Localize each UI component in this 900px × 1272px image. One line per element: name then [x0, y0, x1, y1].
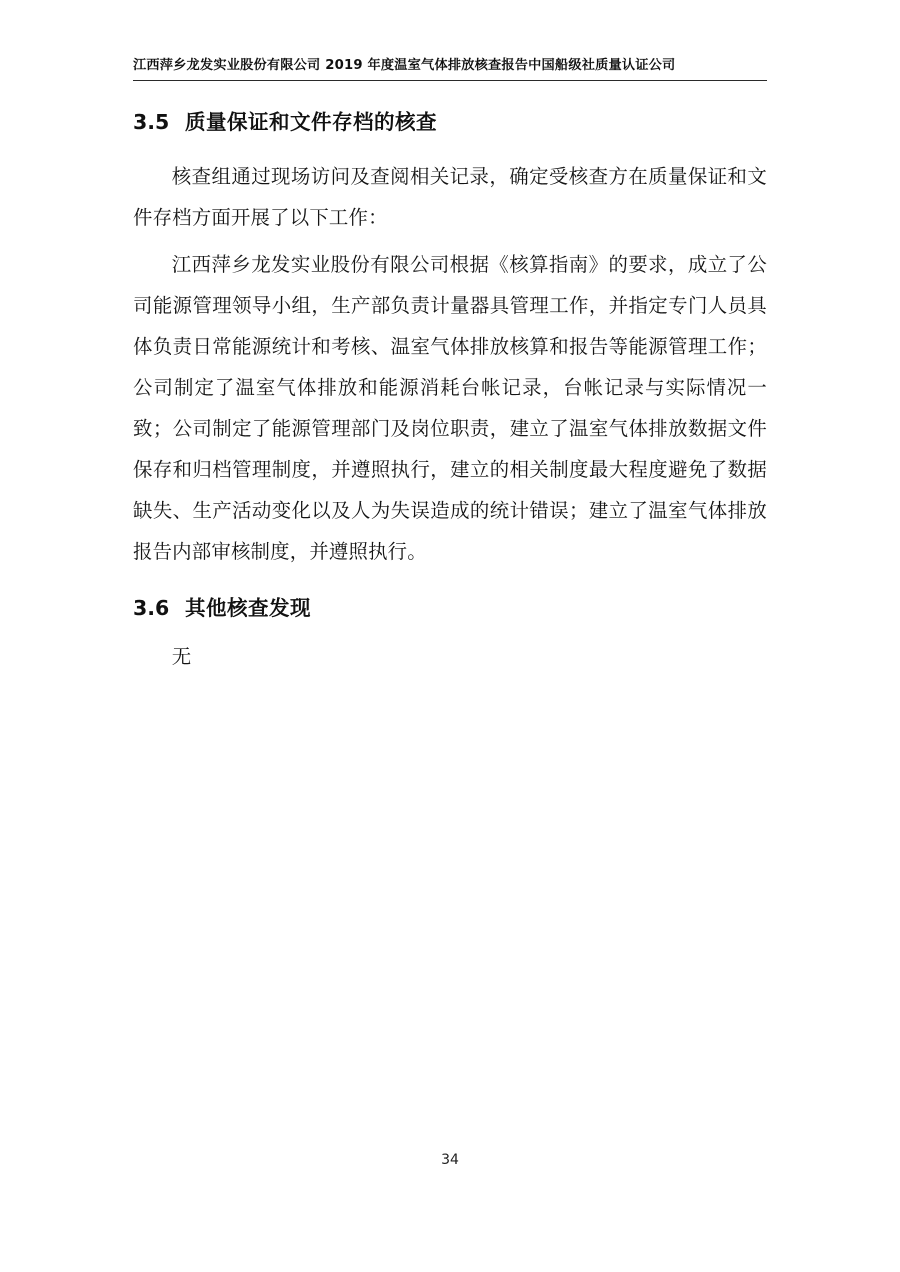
- section-3-5-title: 质量保证和文件存档的核查: [185, 110, 437, 134]
- page-content-area: [133, 0, 767, 1272]
- running-header: 江西萍乡龙发实业股份有限公司 2019 年度温室气体排放核查报告中国船级社质量认证公司: [133, 58, 767, 81]
- spacer: [133, 137, 767, 156]
- section-3-6-title: 其他核查发现: [185, 595, 311, 620]
- section-3-6-heading: [133, 594, 767, 623]
- section-3-5: [133, 108, 767, 572]
- section-3-6-paragraph-1: 无: [171, 645, 192, 669]
- spacer: [133, 572, 767, 594]
- section-3-5-paragraph-1: 核查组通过现场访问及查阅相关记录，确定受核查方在质量保证和文件存档方面开展了以下工作：: [133, 164, 767, 229]
- spacer: [133, 622, 767, 636]
- section-3-5-number: 3.5: [133, 110, 170, 134]
- section-3-6: [133, 594, 767, 678]
- page-number: 34: [441, 1152, 459, 1168]
- section-3-5-heading: [133, 108, 767, 137]
- section-3-5-paragraph-2: 江西萍乡龙发实业股份有限公司根据《核算指南》的要求，成立了公司能源管理领导小组，生产部负责计量器具管理工作，并指定专门人员具体负责日常能源统计和考核、温室气体排放核算和报告等能源管理工作；公司制定了温室气体排放和能源消耗台帐记录，台帐记录与实际情况一致；公司制定了能源管理部门及岗位职责，建立了温室气体排放数据文件保存和归档管理制度，并遵照执行，建立的相关制度最大程度避免了数据缺失、生产活动变化以及人为失误造成的统计错误；建立了温室气体排放报告内部审核制度，并遵照执行。: [133, 252, 767, 563]
- section-3-6-number: 3.6: [133, 595, 170, 620]
- document-body: [133, 108, 767, 677]
